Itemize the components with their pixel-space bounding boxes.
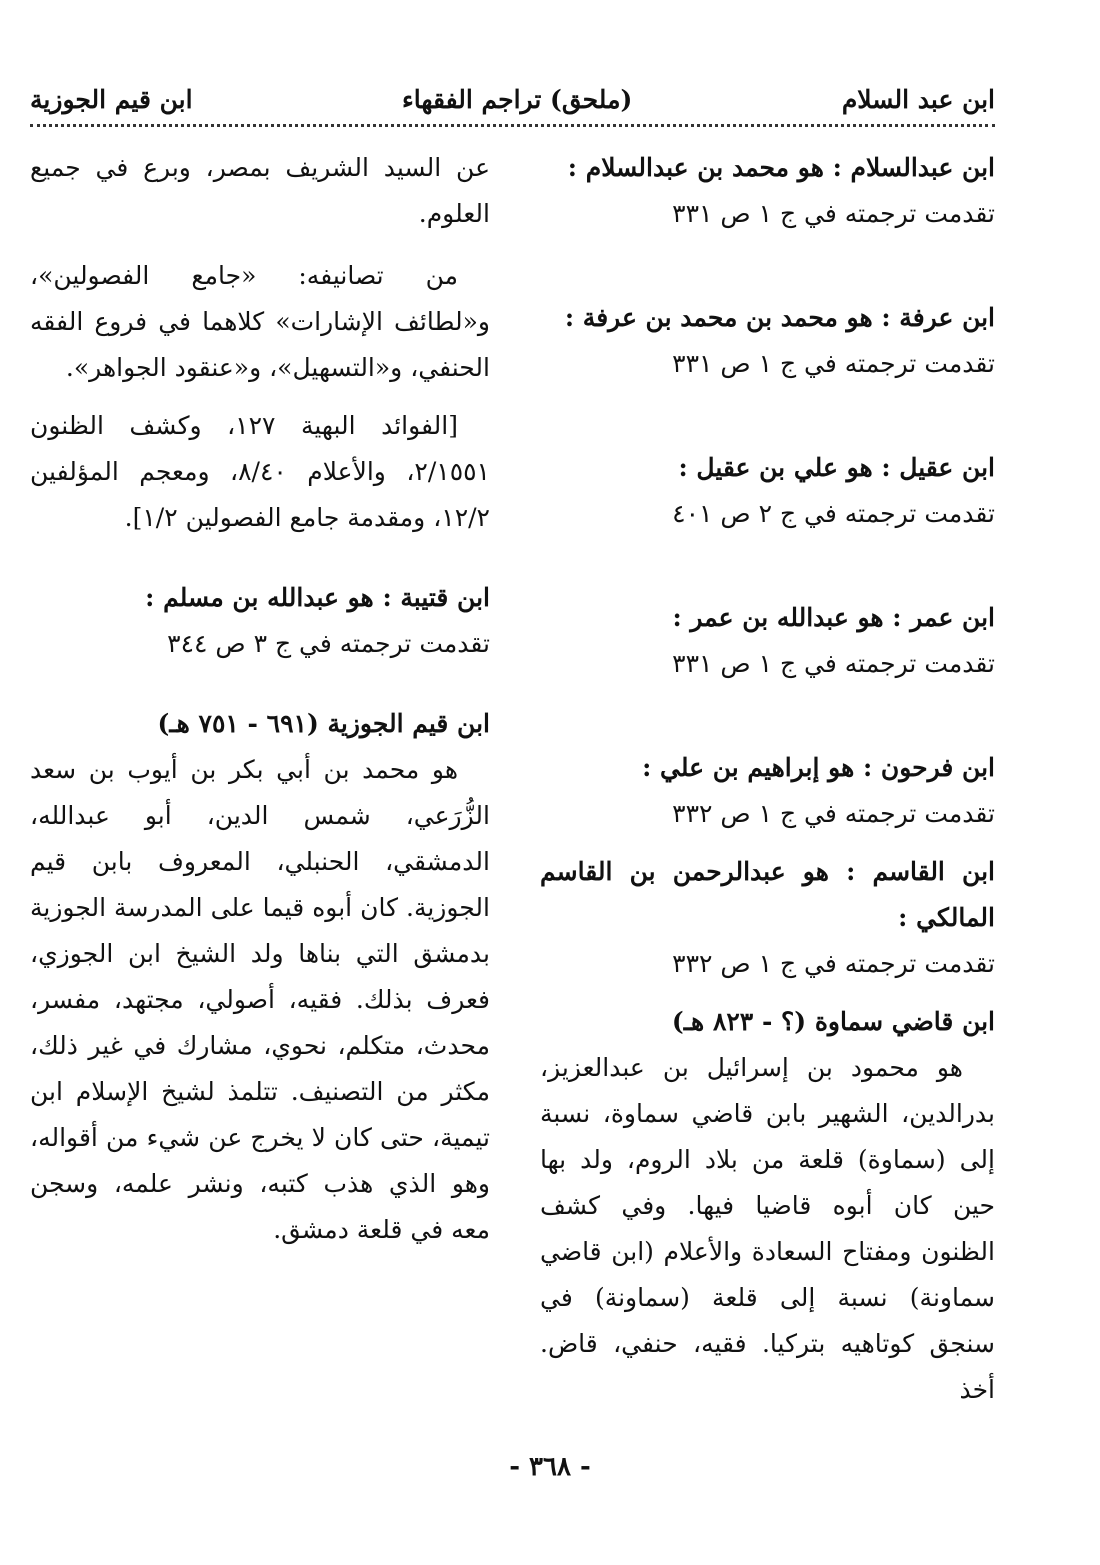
header-center-title: (ملحق) تراجم الفقهاء bbox=[402, 84, 633, 114]
entry-heading: ابن عمر : هو عبدالله بن عمر : bbox=[672, 603, 995, 632]
bio-heading: ابن قيم الجوزية (٦٩١ - ٧٥١ هـ) bbox=[157, 709, 490, 738]
entry-ibn-arafa bbox=[540, 295, 995, 387]
left-column bbox=[30, 145, 490, 1445]
entry-heading: ابن عقيل : هو علي بن عقيل : bbox=[678, 453, 995, 482]
bio-text: هو محمود بن إسرائيل بن عبدالعزيز، بدرالدين، الشهير بابن قاضي سماوة، نسبة إلى (سماوة) قلعة من بلاد الروم، ولد بها حين كان أبوه قاضيا فيها. وفي كشف الظنون ومفتاح السعادة والأعلام (ابن قاضي سماونة) نسبة إلى قلعة (سماونة) في سنجق كوتاهيه بتركيا. فقيه، حنفي، قاض. أخذ bbox=[540, 1053, 995, 1404]
entry-ref: تقدمت ترجمته في ج ١ ص ٣٣١ bbox=[672, 649, 995, 678]
entry-ref: تقدمت ترجمته في ج ١ ص ٣٣٢ bbox=[672, 949, 995, 978]
entry-heading: ابن فرحون : هو إبراهيم بن علي : bbox=[642, 753, 995, 782]
bio-heading: ابن قاضي سماوة (؟ - ٨٢٣ هـ) bbox=[671, 1007, 995, 1036]
entry-ref: تقدمت ترجمته في ج ٢ ص ٤٠١ bbox=[672, 499, 995, 528]
page-number: - ٣٦٨ - bbox=[509, 1452, 591, 1482]
sources-text: [الفوائد البهية ١٢٧، وكشف الظنون ٢/١٥٥١، والأعلام ٨/٤٠، ومعجم المؤلفين ١٢/٢، ومقدمة جامع الفصولين ١/٢]. bbox=[30, 411, 490, 532]
entry-ibn-aqil bbox=[540, 445, 995, 537]
header-left-title: ابن قيم الجوزية bbox=[30, 84, 193, 114]
continuation-text: عن السيد الشريف بمصر، وبرع في جميع العلوم. bbox=[30, 153, 490, 228]
header-right-title: ابن عبد السلام bbox=[841, 84, 995, 114]
entry-heading: ابن عبدالسلام : هو محمد بن عبدالسلام : bbox=[567, 153, 995, 182]
entry-ref: تقدمت ترجمته في ج ١ ص ٣٣١ bbox=[672, 199, 995, 228]
works-text: من تصانيفه: «جامع الفصولين»، و«لطائف الإشارات» كلاهما في فروع الفقه الحنفي، و«التسهيل»، و«عنقود الجواهر». bbox=[30, 261, 490, 382]
header-dotted-rule bbox=[30, 124, 995, 127]
bio-text: هو محمد بن أبي بكر بن أيوب بن سعد الزُّرَعي، شمس الدين، أبو عبدالله، الدمشقي، الحنبلي، المعروف بابن قيم الجوزية. كان أبوه قيما على المدرسة الجوزية بدمشق التي بناها ولد الشيخ ابن الجوزي، فعرف بذلك. فقيه، أصولي، مجتهد، مفسر، محدث، متكلم، نحوي، مشارك في غير ذلك، مكثر من التصنيف. تتلمذ لشيخ الإسلام ابن تيمية، حتى كان لا يخرج عن شيء من أقواله، وهو الذي هذب كتبه، ونشر علمه، وسجن معه في قلعة دمشق. bbox=[30, 755, 490, 1244]
entry-heading: ابن قتيبة : هو عبدالله بن مسلم : bbox=[145, 583, 490, 612]
entry-ref: تقدمت ترجمته في ج ١ ص ٣٣٢ bbox=[672, 799, 995, 828]
entry-ibn-umar bbox=[540, 595, 995, 687]
entry-ibn-qayyim bbox=[30, 701, 490, 747]
entry-ibn-farhun bbox=[540, 745, 995, 837]
entry-ref: تقدمت ترجمته في ج ١ ص ٣٣١ bbox=[672, 349, 995, 378]
entry-ibn-abdussalam bbox=[540, 145, 995, 237]
entry-ibn-qutayba bbox=[30, 575, 490, 667]
right-column bbox=[540, 145, 995, 1445]
entry-heading: ابن عرفة : هو محمد بن محمد بن عرفة : bbox=[564, 303, 995, 332]
entry-ibn-qadi-samawa bbox=[540, 999, 995, 1045]
entry-heading: ابن القاسم : هو عبدالرحمن بن القاسم المالكي : bbox=[540, 857, 995, 932]
entry-ibn-alqasim bbox=[540, 849, 995, 987]
running-header bbox=[30, 78, 995, 120]
entry-ref: تقدمت ترجمته في ج ٣ ص ٣٤٤ bbox=[167, 629, 490, 658]
